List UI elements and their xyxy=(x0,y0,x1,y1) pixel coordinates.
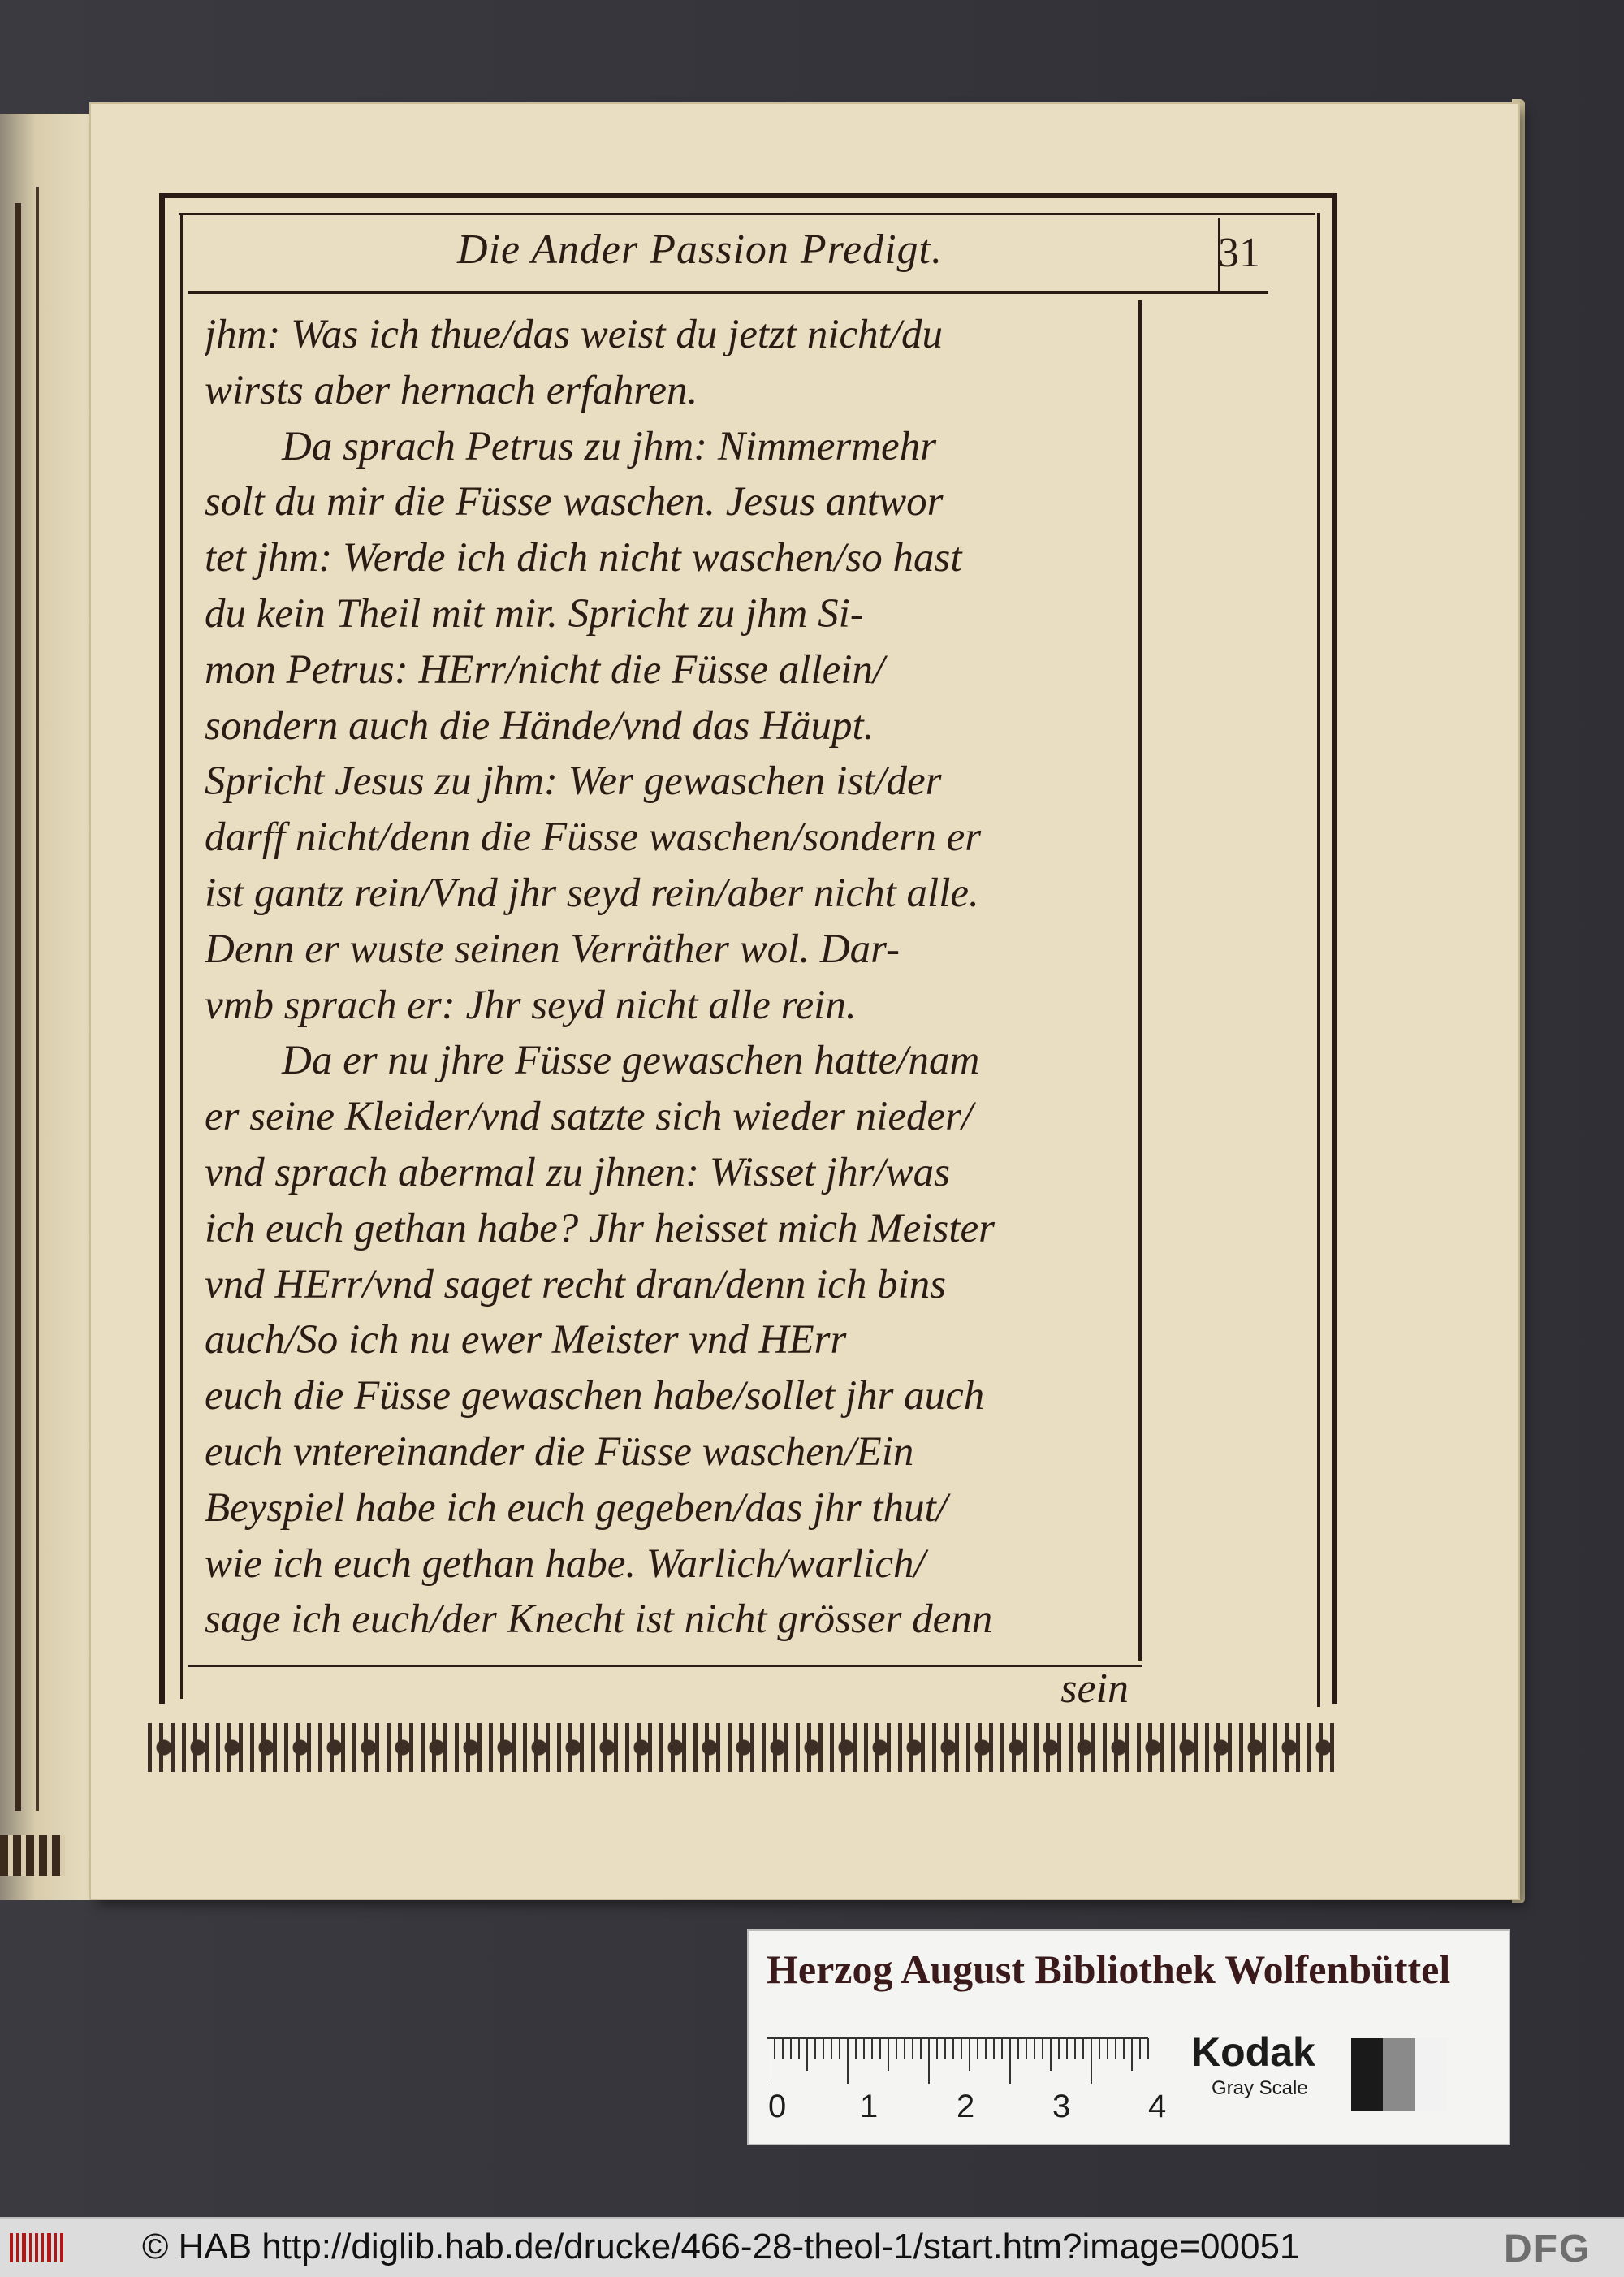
text-line: Da sprach Petrus zu jhm: Nimmermehr xyxy=(282,423,937,469)
head-rule xyxy=(188,291,1268,294)
text-line: tet jhm: Werde ich dich nicht waschen/so hast xyxy=(205,535,962,581)
ornamental-border xyxy=(148,1723,1337,1772)
frame-rule xyxy=(1317,213,1320,1707)
frame-rule xyxy=(180,213,183,1699)
text-line: sage ich euch/der Knecht ist nicht grösser denn xyxy=(205,1596,993,1643)
frame-rule xyxy=(179,213,1315,215)
ruler-ticks xyxy=(767,2035,1173,2092)
text-line: wirsts aber hernach erfahren. xyxy=(205,367,698,413)
library-name: Herzog August Bibliothek Wolfenbüttel xyxy=(767,1946,1451,1992)
body-text xyxy=(205,307,1130,1648)
text-line: auch/So ich nu ewer Meister vnd HErr xyxy=(205,1317,847,1363)
gray-swatch xyxy=(1351,2038,1383,2111)
text-line: vnd HErr/vnd saget recht dran/denn ich bins xyxy=(205,1261,947,1307)
dfg-logo: DFG xyxy=(1504,2227,1592,2271)
ruler-number: 1 xyxy=(860,2089,879,2124)
text-line: solt du mir die Füsse waschen. Jesus antwor xyxy=(205,479,944,525)
text-line: Denn er wuste seinen Verräther wol. Dar- xyxy=(205,926,900,972)
text-line: ist gantz rein/Vnd jhr seyd rein/aber nicht alle. xyxy=(205,870,979,916)
ruler-number: 4 xyxy=(1148,2089,1167,2124)
facing-page-rule xyxy=(36,187,39,1811)
facing-page-rule xyxy=(15,203,21,1811)
ruler-number: 0 xyxy=(768,2089,787,2124)
text-line: ich euch gethan habe? Jhr heisset mich Meister xyxy=(205,1205,995,1251)
color-reference-card xyxy=(749,1931,1509,2144)
gray-swatch xyxy=(1383,2038,1415,2111)
frame-rule xyxy=(159,193,1337,198)
catchword: sein xyxy=(1060,1666,1129,1712)
text-column-rule xyxy=(1138,300,1142,1661)
barcode-icon xyxy=(8,2230,67,2266)
text-line: vmb sprach er: Jhr seyd nicht alle rein. xyxy=(205,982,857,1028)
scale-ruler xyxy=(767,2035,1173,2124)
gray-scale-label: Gray Scale xyxy=(1212,2077,1308,2099)
text-line: euch die Füsse gewaschen habe/sollet jhr auch xyxy=(205,1373,985,1419)
kodak-logo: Kodak xyxy=(1191,2029,1315,2075)
copyright-url[interactable]: © HAB http://diglib.hab.de/drucke/466-28-theol-1/start.htm?image=00051 xyxy=(142,2227,1300,2266)
footer-bar xyxy=(0,2217,1624,2277)
text-line: Spricht Jesus zu jhm: Wer gewaschen ist/der xyxy=(205,758,942,805)
text-line: wie ich euch gethan habe. Warlich/warlich/ xyxy=(205,1540,926,1587)
text-line: euch vntereinander die Füsse waschen/Ein xyxy=(205,1428,914,1475)
facing-page-ornament xyxy=(0,1835,65,1876)
text-line: Da er nu jhre Füsse gewaschen hatte/nam xyxy=(282,1038,980,1084)
ruler-number: 2 xyxy=(957,2089,975,2124)
page-number: 31 xyxy=(1218,230,1260,276)
text-line: du kein Theil mit mir. Spricht zu jhm Si- xyxy=(205,590,864,637)
text-line: sondern auch die Hände/vnd das Häupt. xyxy=(205,702,875,749)
running-head: Die Ander Passion Predigt. xyxy=(457,227,943,273)
text-line: vnd sprach abermal zu jhnen: Wisset jhr/was xyxy=(205,1149,950,1195)
text-line: darff nicht/denn die Füsse waschen/sondern er xyxy=(205,814,982,861)
text-bottom-rule xyxy=(188,1665,1142,1667)
frame-rule xyxy=(1332,193,1337,1704)
gray-swatches xyxy=(1351,2038,1447,2111)
text-line: er seine Kleider/vnd satzte sich wieder nieder/ xyxy=(205,1094,974,1140)
frame-rule xyxy=(159,193,165,1704)
facing-page-edge xyxy=(0,114,91,1900)
text-line: mon Petrus: HErr/nicht die Füsse allein/ xyxy=(205,646,885,693)
text-line: Beyspiel habe ich euch gegeben/das jhr thut/ xyxy=(205,1484,948,1531)
text-line: jhm: Was ich thue/das weist du jetzt nicht/du xyxy=(205,312,943,357)
ruler-number: 3 xyxy=(1052,2089,1071,2124)
gray-swatch xyxy=(1415,2038,1447,2111)
